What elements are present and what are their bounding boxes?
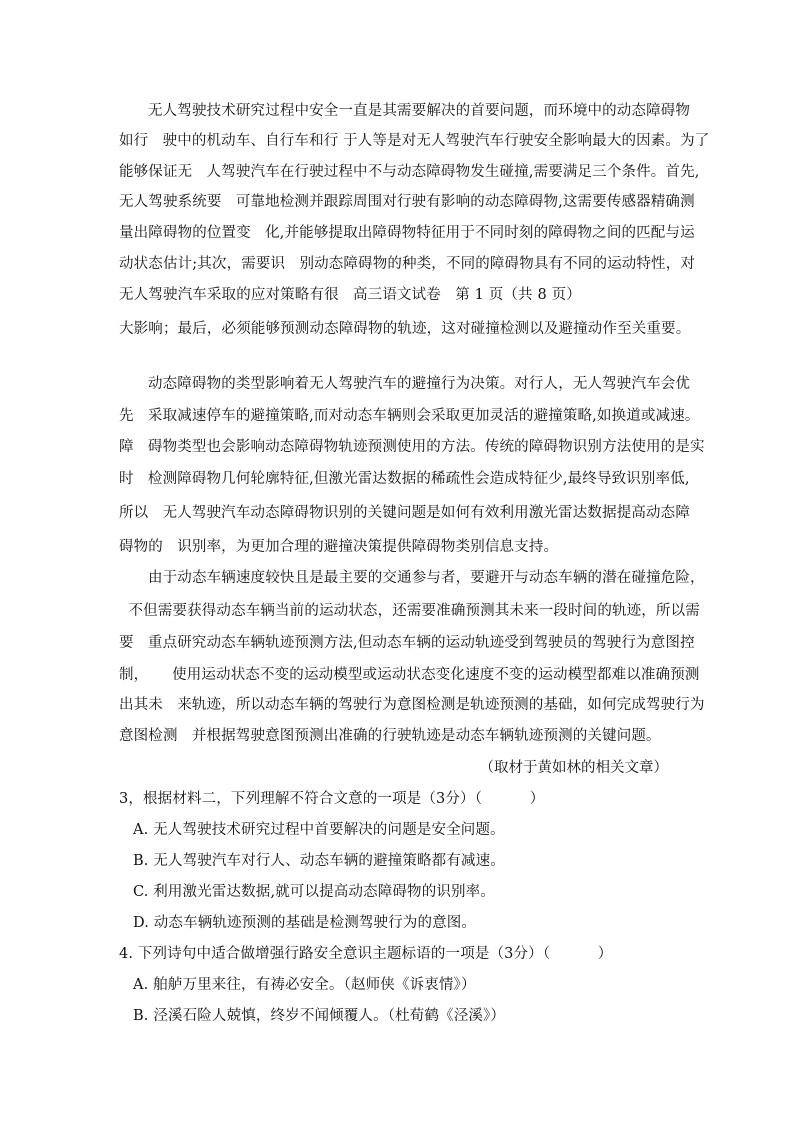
question4-stem: 4. 下列诗句中适合做增强行路安全意识主题标语的一项是（3分）（ ）: [119, 946, 613, 962]
passage1-line: 无人驾驶技术研究过程中安全一直是其需要解决的首要问题，而环境中的动态障碍物: [148, 103, 691, 119]
question3-option-a: A. 无人驾驶技术研究过程中首要解决的问题是安全问题。: [133, 822, 505, 838]
passage3-line: 制， 使用运动状态不变的运动模型或运动状态变化速度不变的运动模型都难以准确预测: [119, 667, 700, 683]
passage1-line: 量出障碍物的位置变 化,并能够提取出障碍物特征用于不同时刻的障碍物之间的匹配与运: [119, 225, 695, 241]
passage1-line: 如行 驶中的机动车、自行车和行 于人等是对无人驾驶汽车行驶安全影响最大的因素。为了: [119, 133, 710, 149]
source-citation: （取材于黄如林的相关文章）: [479, 760, 668, 776]
question3-stem: 3，根据材料二，下列理解不符合文意的一项是（3分）（ ）: [119, 791, 545, 807]
question3-option-d: D. 动态车辆轨迹预测的基础是检测驾驶行为的意图。: [133, 915, 477, 931]
passage3-line: 意图检测 并根据驾驶意图预测出准确的行驶轨迹是动态车辆轨迹预测的关键问题。: [119, 728, 661, 744]
passage2-line: 障 碍物类型也会影响动态障碍物轨迹预测使用的方法。传统的障碍物识别方法使用的是实: [119, 439, 705, 455]
passage2-line: 所以 无人驾驶汽车动态障碍物识别的关键问题是如何有效利用激光雷达数据提高动态障: [119, 505, 690, 521]
passage2-line: 先 采取减速停车的避撞策略,而对动态车辆则会采取更加灵活的避撞策略,如换道或减速。: [119, 408, 700, 424]
page-footer-line: 无人驾驶汽车采取的应对策略有很 高三语文试卷 第 1 页（共 8 页）: [119, 287, 581, 303]
question4-option-a: A. 舶舻万里来往，有祷必安全。（赵师侠《诉衷情》）: [133, 977, 476, 993]
passage3-line: 不但需要获得动态车辆当前的运动状态，还需要准确预测其未来一段时间的轨迹，所以需: [119, 603, 700, 619]
passage2-line: 时 检测障碍物几何轮廓特征,但激光雷达数据的稀疏性会造成特征少,最终导致识别率低,: [119, 471, 690, 487]
passage1-line: 能够保证无 人驾驶汽车在行驶过程中不与动态障碍物发生碰撞,需要满足三个条件。首先,: [119, 164, 700, 180]
passage3-line: 要 重点研究动态车辆轨迹预测方法,但动态车辆的运动轨迹受到驾驶员的驾驶行为意图控: [119, 635, 695, 651]
question3-option-b: B. 无人驾驶汽车对行人、动态车辆的避撞策略都有减速。: [133, 853, 505, 869]
passage1-line: 无人驾驶系统要 可靠地检测并跟踪周围对行驶有影响的动态障碍物,这需要传感器精确测: [119, 194, 695, 210]
passage2-line: 动态障碍物的类型影响着无人驾驶汽车的避撞行为决策。对行人，无人驾驶汽车会优: [148, 376, 691, 392]
passage3-line: 出其未 来轨迹，所以动态车辆的驾驶行为意图检测是轨迹预测的基础，如何完成驾驶行为: [119, 697, 705, 713]
passage1-line: 动状态估计;其次，需要识 别动态障碍物的种类，不同的障碍物具有不同的运动特性，对: [119, 256, 696, 272]
question3-option-c: C. 利用激光雷达数据,就可以提高动态障碍物的识别率。: [133, 884, 495, 900]
passage1-line: 大影响；最后，必须能够预测动态障碍物的轨迹，这对碰撞检测以及避撞动作至关重要。: [119, 321, 691, 337]
passage3-line: 由于动态车辆速度较快且是最主要的交通参与者，要避开与动态车辆的潜在碰撞危险，: [148, 570, 705, 586]
passage2-line: 碍物的 识别率，为更加合理的避撞决策提供障碍物类别信息支持。: [119, 539, 559, 555]
question4-option-b: B. 泾溪石险人兢慎，终岁不闻倾覆人。（杜荀鹤《泾溪》）: [133, 1008, 506, 1024]
